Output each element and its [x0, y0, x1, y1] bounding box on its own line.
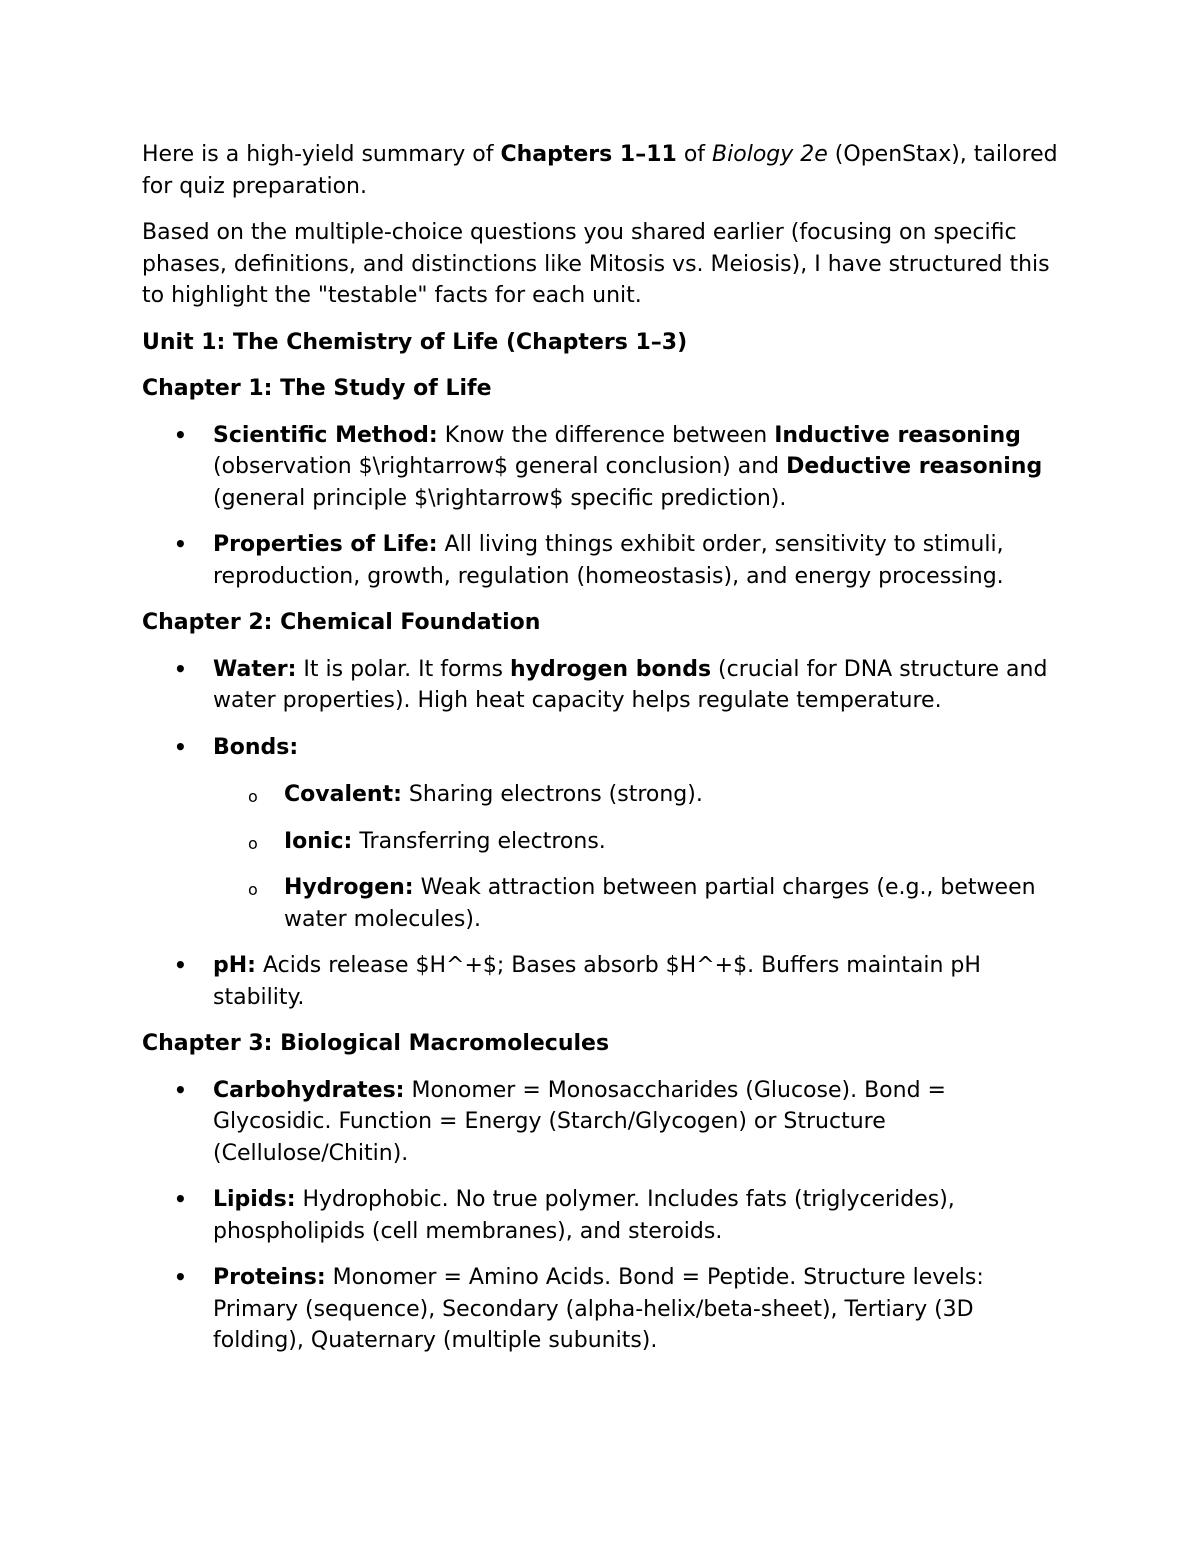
- list-item-proteins: [142, 1262, 1062, 1357]
- intro-book-title: Biology 2e: [712, 142, 828, 167]
- item-text: (observation $\rightarrow$ general conclusion) and: [213, 454, 787, 479]
- bullet-icon: •: [174, 1077, 187, 1102]
- item-text: Weak attraction between partial charges (e.g., between water molecules).: [284, 875, 1036, 932]
- list-item-ph: [142, 950, 1062, 1013]
- item-label: Properties of Life:: [213, 532, 438, 557]
- item-text: (general principle $\rightarrow$ specific prediction).: [213, 485, 787, 511]
- bullet-icon: •: [174, 1187, 187, 1211]
- document-page: [142, 139, 1062, 1372]
- unit-1-heading: Unit 1: The Chemistry of Life (Chapters 1–3): [142, 329, 688, 355]
- intro-text: (OpenStax), tailored for quiz preparation.: [142, 142, 1058, 199]
- intro-text: of: [676, 142, 713, 167]
- sub-bullet-icon: o: [248, 880, 258, 899]
- chapter-2-heading: Chapter 2: Chemical Foundation: [142, 610, 541, 635]
- item-label: Covalent:: [284, 782, 402, 807]
- item-label: Proteins:: [213, 1265, 326, 1290]
- intro-text: Here is a high-yield summary of: [142, 142, 501, 167]
- sub-bullet-icon: o: [248, 787, 258, 806]
- sublist-item-covalent: [213, 779, 1062, 811]
- bonds-sublist: [213, 779, 1062, 935]
- sub-bullet-icon: o: [248, 833, 258, 853]
- item-label: Ionic:: [284, 828, 353, 854]
- list-item-carbohydrates: [142, 1075, 1062, 1170]
- item-bold-term: Deductive reasoning: [786, 454, 1043, 479]
- sublist-item-hydrogen: [213, 872, 1062, 935]
- item-text: Monomer = Monosaccharides (Glucose). Bond = Glycosidic. Function = Energy (Starch/Glycogen) or Structure (Cellulose/Chitin).: [213, 1077, 946, 1166]
- item-label: Bonds:: [213, 734, 299, 760]
- intro-bold-chapters: Chapters 1–11: [500, 142, 677, 167]
- list-item-scientific-method: [142, 420, 1062, 515]
- intro-paragraph-1: [142, 139, 1062, 202]
- item-text: Sharing electrons (strong).: [401, 782, 703, 807]
- chapter-3-list: [142, 1075, 1062, 1357]
- bullet-icon: •: [174, 532, 187, 556]
- chapter-3-heading: Chapter 3: Biological Macromolecules: [142, 1031, 610, 1056]
- list-item-water: [142, 654, 1062, 717]
- intro-paragraph-2: Based on the multiple-choice questions you shared earlier (focusing on specific phases, definitions, and distinctions like Mitosis vs. Meiosis), I have structured this to highlight the "testable" facts for each unit.: [142, 220, 1050, 308]
- item-text: Monomer = Amino Acids. Bond = Peptide. Structure levels: Primary (sequence), Secondary (alpha-helix/beta-sheet), Tertiary (3D folding), Quaternary (multiple subunits).: [213, 1265, 984, 1353]
- list-item-properties-of-life: [142, 529, 1062, 592]
- item-label: Scientific Method:: [213, 422, 438, 448]
- item-label: Hydrogen:: [284, 875, 414, 900]
- chapter-1-list: [142, 420, 1062, 593]
- item-text: Acids release $H^+$; Bases absorb $H^+$. Buffers maintain pH stability.: [213, 953, 981, 1010]
- item-text: Hydrophobic. No true polymer. Includes fats (triglycerides), phospholipids (cell membranes), and steroids.: [213, 1187, 955, 1244]
- item-text: (crucial for DNA structure and water properties). High heat capacity helps regulate temperature.: [213, 656, 1048, 713]
- chapter-2-list: [142, 654, 1062, 1014]
- bullet-icon: •: [174, 1265, 187, 1289]
- item-label: pH:: [213, 953, 256, 978]
- sublist-item-ionic: [213, 826, 1062, 858]
- item-text: It is polar. It forms: [296, 656, 510, 682]
- item-bold-term: hydrogen bonds: [509, 656, 712, 682]
- bullet-icon: •: [174, 734, 187, 759]
- item-label: Lipids:: [213, 1187, 296, 1212]
- bullet-icon: •: [174, 422, 187, 447]
- bullet-icon: •: [174, 656, 187, 681]
- item-text: All living things exhibit order, sensitivity to stimuli, reproduction, growth, regulation (homeostasis), and energy processing.: [213, 532, 1004, 589]
- item-bold-term: Inductive reasoning: [774, 422, 1021, 448]
- bullet-icon: •: [174, 953, 187, 977]
- item-text: Transferring electrons.: [352, 828, 606, 854]
- list-item-bonds: [142, 732, 1062, 936]
- list-item-lipids: [142, 1184, 1062, 1247]
- item-text: Know the difference between: [437, 422, 775, 448]
- item-label: Carbohydrates:: [213, 1077, 405, 1103]
- chapter-1-heading: Chapter 1: The Study of Life: [142, 376, 492, 401]
- item-label: Water:: [213, 656, 297, 682]
